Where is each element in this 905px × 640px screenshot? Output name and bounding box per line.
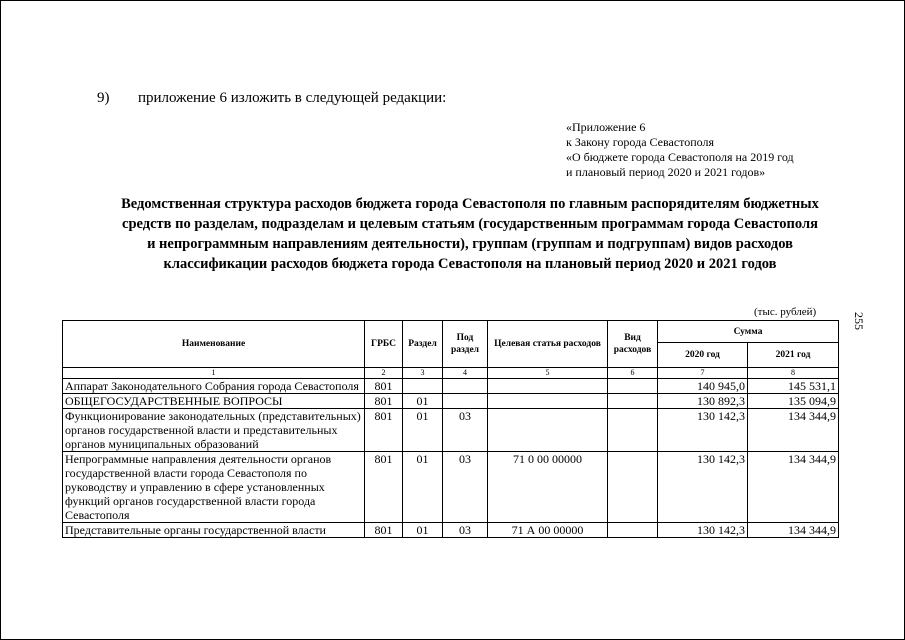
cell-target: 71 А 00 00000: [488, 523, 608, 538]
cell-grbs: 801: [365, 394, 403, 409]
index-row: [63, 368, 839, 379]
cell-2020: 130 142,3: [658, 523, 748, 538]
header-razdel: Раздел: [403, 321, 443, 368]
header-grbs: ГРБС: [365, 321, 403, 368]
cell-vid: [608, 409, 658, 452]
cell-razdel: 01: [403, 523, 443, 538]
cell-2020: 130 892,3: [658, 394, 748, 409]
header-target: Целевая статья расходов: [488, 321, 608, 368]
cell-target: [488, 379, 608, 394]
cell-2021: 134 344,9: [748, 409, 839, 452]
cell-razdel: 01: [403, 409, 443, 452]
budget-table: [62, 320, 839, 538]
index-cell: 7: [658, 368, 748, 379]
cell-name: Аппарат Законодательного Собрания города Севастополя: [63, 379, 365, 394]
cell-vid: [608, 523, 658, 538]
header-sum: Сумма: [658, 321, 839, 343]
cell-2020: 130 142,3: [658, 452, 748, 523]
index-cell: 4: [443, 368, 488, 379]
header-name: Наименование: [63, 321, 365, 368]
cell-podrazdel: [443, 379, 488, 394]
cell-name: Представительные органы государственной власти: [63, 523, 365, 538]
item-text: приложение 6 изложить в следующей редакции:: [138, 90, 447, 106]
header-2020: 2020 год: [658, 343, 748, 368]
cell-2020: 140 945,0: [658, 379, 748, 394]
cell-razdel: [403, 379, 443, 394]
page-number: 255: [852, 312, 866, 330]
cell-2021: 134 344,9: [748, 452, 839, 523]
item-number: 9): [97, 90, 110, 106]
header-podrazdel: Под раздел: [443, 321, 488, 368]
cell-name: ОБЩЕГОСУДАРСТВЕННЫЕ ВОПРОСЫ: [63, 394, 365, 409]
appendix-reference: [566, 120, 794, 180]
index-cell: 3: [403, 368, 443, 379]
cell-target: [488, 394, 608, 409]
cell-name: Непрограммные направления деятельности органов государственной власти города Севастополя по руководству и управлению в сфере установленных функций органов государственной власти города Севастополя: [63, 452, 365, 523]
cell-grbs: 801: [365, 379, 403, 394]
cell-name: Функционирование законодательных (представительных) органов государственной власти и представительных органов муниципальных образований: [63, 409, 365, 452]
cell-2021: 135 094,9: [748, 394, 839, 409]
document-title: [60, 194, 880, 274]
table-row: [63, 379, 839, 394]
appendix-line: и плановый период 2020 и 2021 годов»: [566, 165, 766, 179]
table-row: [63, 452, 839, 523]
cell-razdel: 01: [403, 452, 443, 523]
cell-2020: 130 142,3: [658, 409, 748, 452]
units-label: (тыс. рублей): [754, 306, 817, 318]
title-line: Ведомственная структура расходов бюджета города Севастополя по главным распорядителям бюджетных: [121, 196, 819, 212]
title-line: средств по разделам, подразделам и целевым статьям (государственным программам города Севастополя: [122, 216, 818, 232]
cell-grbs: 801: [365, 452, 403, 523]
table-row: [63, 523, 839, 538]
cell-grbs: 801: [365, 409, 403, 452]
title-line: и непрограммным направлениям деятельности), группам (группам и подгруппам) видов расходов: [147, 236, 793, 252]
cell-podrazdel: 03: [443, 409, 488, 452]
table-row: [63, 394, 839, 409]
cell-vid: [608, 379, 658, 394]
index-cell: 6: [608, 368, 658, 379]
cell-vid: [608, 452, 658, 523]
cell-podrazdel: [443, 394, 488, 409]
index-cell: 5: [488, 368, 608, 379]
cell-target: 71 0 00 00000: [488, 452, 608, 523]
appendix-line: к Закону города Севастополя: [566, 135, 715, 149]
cell-target: [488, 409, 608, 452]
cell-vid: [608, 394, 658, 409]
index-cell: 8: [748, 368, 839, 379]
index-cell: 1: [63, 368, 365, 379]
amendment-item: [97, 90, 446, 107]
cell-razdel: 01: [403, 394, 443, 409]
cell-2021: 134 344,9: [748, 523, 839, 538]
cell-2021: 145 531,1: [748, 379, 839, 394]
header-2021: 2021 год: [748, 343, 839, 368]
cell-podrazdel: 03: [443, 452, 488, 523]
appendix-line: «О бюджете города Севастополя на 2019 год: [566, 150, 794, 164]
table-row: [63, 409, 839, 452]
appendix-line: «Приложение 6: [566, 120, 646, 134]
title-line: классификации расходов бюджета города Севастополя на плановый период 2020 и 2021 годов: [163, 256, 777, 272]
index-cell: 2: [365, 368, 403, 379]
cell-grbs: 801: [365, 523, 403, 538]
cell-podrazdel: 03: [443, 523, 488, 538]
header-vid: Вид расходов: [608, 321, 658, 368]
